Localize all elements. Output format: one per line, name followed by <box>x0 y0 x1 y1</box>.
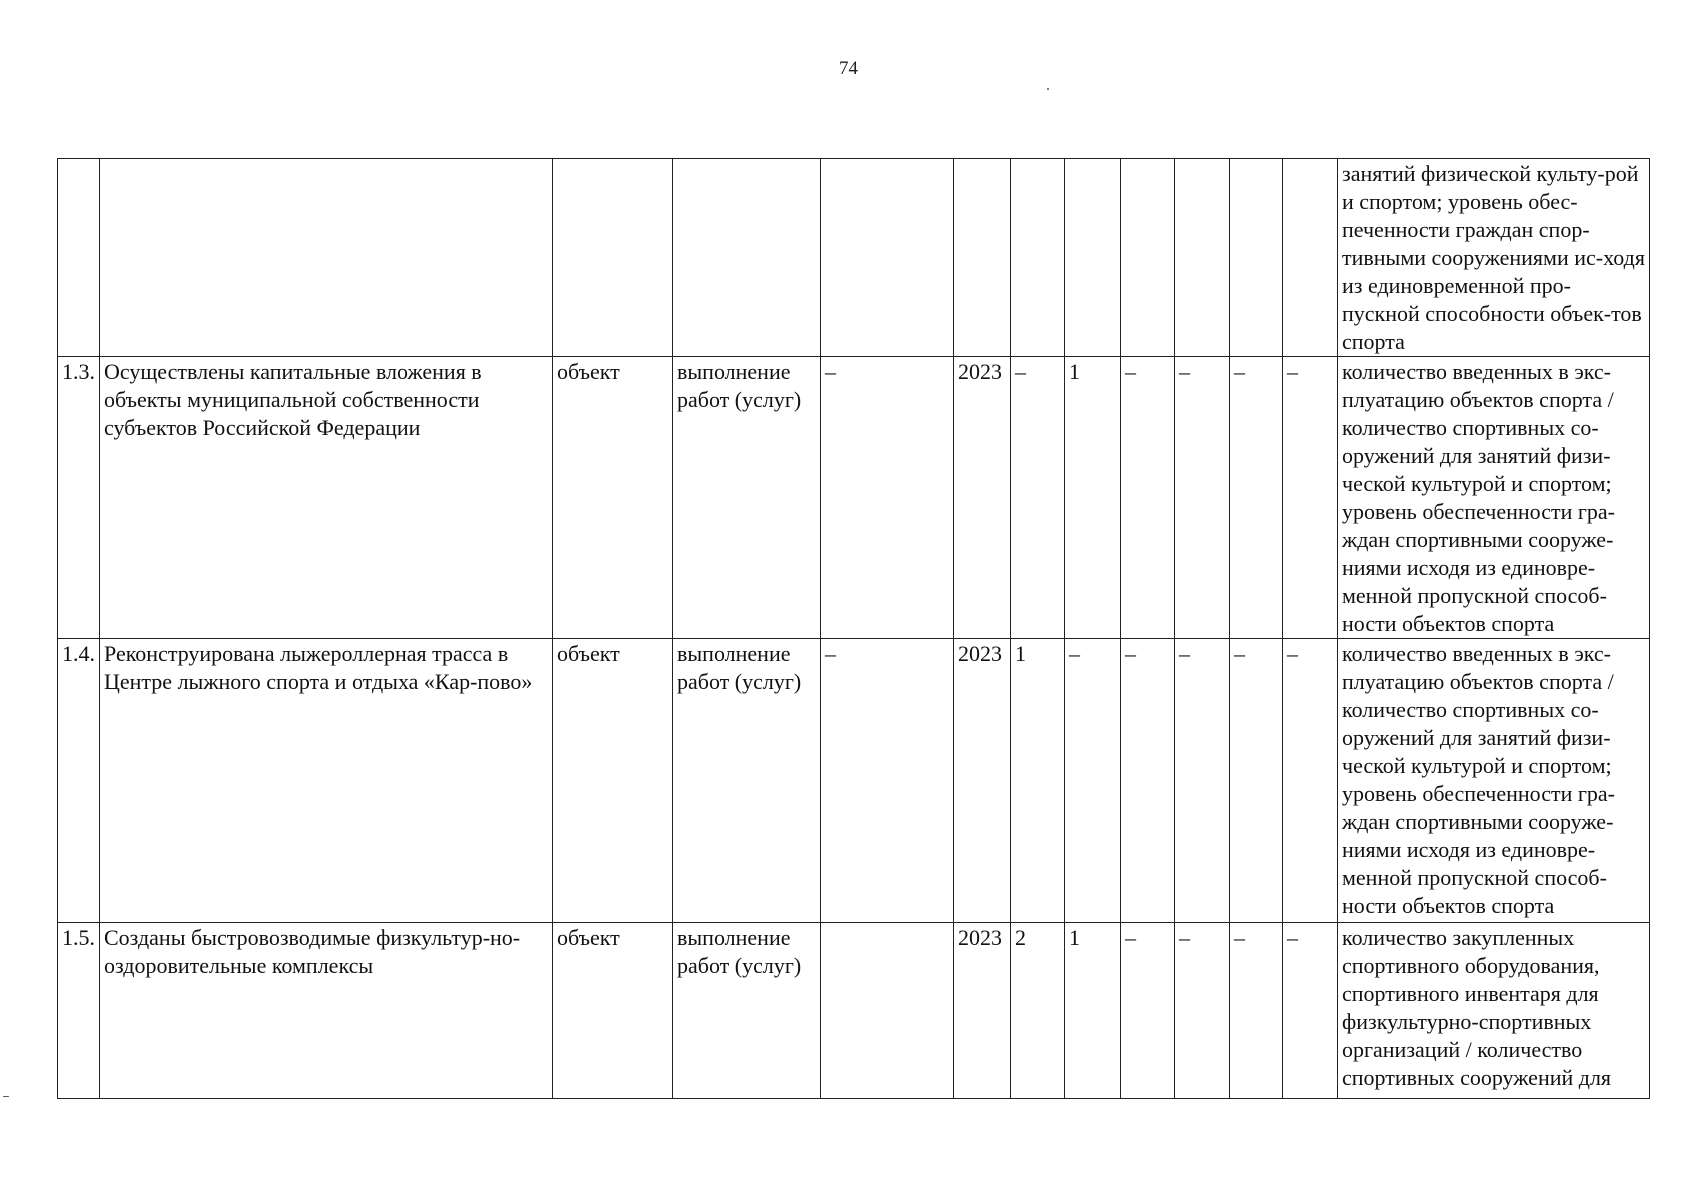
result-name: Реконструирована лыжероллерная трасса в Центре лыжного спорта и отдыха «Кар-пово» <box>100 639 553 923</box>
type-cell: выполнение работ (услуг) <box>673 357 821 639</box>
prev-cell: – <box>821 357 954 639</box>
value-cell: – <box>1230 357 1283 639</box>
value-cell <box>1230 159 1283 357</box>
unit-cell: объект <box>553 923 673 1099</box>
value-cell: 2 <box>1011 923 1065 1099</box>
row-number: 1.3. <box>58 357 100 639</box>
type-cell: выполнение работ (услуг) <box>673 639 821 923</box>
prev-cell <box>821 923 954 1099</box>
value-cell: – <box>1175 357 1230 639</box>
scan-speck <box>1047 88 1049 90</box>
value-cell: – <box>1121 357 1175 639</box>
year-cell: 2023 <box>954 357 1011 639</box>
value-cell: – <box>1011 357 1065 639</box>
value-cell: – <box>1175 639 1230 923</box>
value-cell: 1 <box>1011 639 1065 923</box>
value-cell: – <box>1283 923 1338 1099</box>
scan-speck <box>3 1096 9 1097</box>
indicator-cell: количество введенных в экс-плуатацию объектов спорта / количество спортивных со-оружений для занятий физи-ческой культурой и спортом; уровень обеспеченности гра-ждан спортивными сооруже-ниями исходя из единовре-менной пропускной способ-ности объектов спорта <box>1338 357 1650 639</box>
row-number <box>58 159 100 357</box>
table-row <box>58 923 1650 1099</box>
unit-cell <box>553 159 673 357</box>
value-cell <box>1283 159 1338 357</box>
year-cell: 2023 <box>954 923 1011 1099</box>
result-name: Осуществлены капитальные вложения в объекты муниципальной собственности субъектов Российской Федерации <box>100 357 553 639</box>
value-cell <box>1065 159 1121 357</box>
value-cell: – <box>1230 923 1283 1099</box>
unit-cell: объект <box>553 357 673 639</box>
type-cell <box>673 159 821 357</box>
value-cell <box>1011 159 1065 357</box>
indicator-cell: занятий физической культу-рой и спортом; уровень обес-печенности граждан спор-тивными сооружениями ис-ходя из единовременной про-пускной способности объек-тов спорта <box>1338 159 1650 357</box>
result-name: Созданы быстровозводимые физкультур-но-оздоровительные комплексы <box>100 923 553 1099</box>
table-row <box>58 639 1650 923</box>
table-row <box>58 159 1650 357</box>
indicator-cell: количество введенных в экс-плуатацию объектов спорта / количество спортивных со-оружений для занятий физи-ческой культурой и спортом; уровень обеспеченности гра-ждан спортивными сооруже-ниями исходя из единовре-менной пропускной способ-ности объектов спорта <box>1338 639 1650 923</box>
indicator-cell: количество закупленных спортивного оборудования, спортивного инвентаря для физкультурно-спортивных организаций / количество спортивных сооружений для <box>1338 923 1650 1099</box>
table-row <box>58 357 1650 639</box>
type-cell: выполнение работ (услуг) <box>673 923 821 1099</box>
value-cell: – <box>1121 923 1175 1099</box>
value-cell: – <box>1121 639 1175 923</box>
prev-cell <box>821 159 954 357</box>
value-cell: – <box>1283 639 1338 923</box>
year-cell: 2023 <box>954 639 1011 923</box>
value-cell: – <box>1175 923 1230 1099</box>
value-cell: 1 <box>1065 357 1121 639</box>
results-table <box>57 158 1650 1099</box>
row-number: 1.5. <box>58 923 100 1099</box>
value-cell <box>1175 159 1230 357</box>
result-name <box>100 159 553 357</box>
value-cell: 1 <box>1065 923 1121 1099</box>
year-cell <box>954 159 1011 357</box>
row-number: 1.4. <box>58 639 100 923</box>
value-cell: – <box>1283 357 1338 639</box>
value-cell <box>1121 159 1175 357</box>
value-cell: – <box>1230 639 1283 923</box>
value-cell: – <box>1065 639 1121 923</box>
unit-cell: объект <box>553 639 673 923</box>
page-number: 74 <box>839 58 858 79</box>
prev-cell: – <box>821 639 954 923</box>
